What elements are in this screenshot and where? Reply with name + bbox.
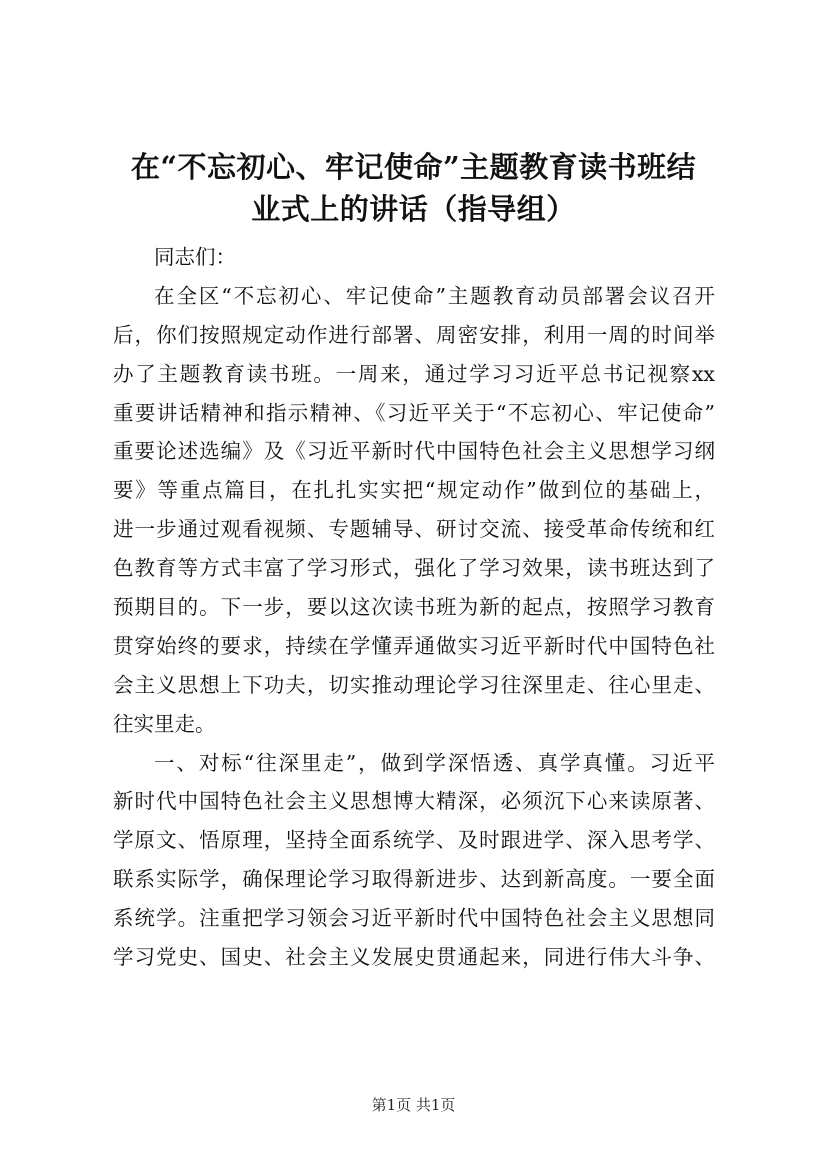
document-body [113,238,715,977]
paragraph-line: 新时代中国特色社会主义思想博大精深，必须沉下心来读原著、 [113,789,715,814]
paragraph-line: 联系实际学，确保理论学习取得新进步、达到新高度。一要全面 [113,867,715,892]
paragraph-line: 色教育等方式丰富了学习形式，强化了学习效果，读书班达到了 [113,556,715,581]
paragraph-line: 贯穿始终的要求，持续在学懂弄通做实习近平新时代中国特色社 [113,633,715,658]
paragraph-line: 后，你们按照规定动作进行部署、周密安排，利用一周的时间举 [113,322,715,347]
paragraph-line: 往实里走。 [113,711,216,736]
paragraph-1 [113,277,715,744]
paragraph-line: 学原文、悟原理，坚持全面系统学、及时跟进学、深入思考学、 [113,828,715,853]
paragraph-line: 预期目的。下一步，要以这次读书班为新的起点，按照学习教育 [113,595,715,620]
title-line-1: 在“不忘初心、牢记使命”主题教育读书班结 [130,150,697,184]
paragraph-2 [113,744,715,977]
paragraph-line: 进一步通过观看视频、专题辅导、研讨交流、接受革命传统和红 [113,517,715,542]
paragraph-line: 要》等重点篇目，在扎扎实实把“规定动作”做到位的基础上， [113,478,715,503]
document-title [90,146,737,230]
title-line-2: 业式上的讲话（指导组） [251,192,576,226]
page-indicator: 第1页 共1页 [371,1096,456,1114]
salutation: 同志们： [154,245,236,269]
page-footer [0,1095,827,1115]
paragraph-line: 办了主题教育读书班。一周来，通过学习习近平总书记视察xx [113,361,715,386]
paragraph-line: 学习党史、国史、社会主义发展史贯通起来，同进行伟大斗争、 [113,945,715,970]
paragraph-line: 系统学。注重把学习领会习近平新时代中国特色社会主义思想同 [113,906,715,931]
paragraph-line: 一、对标“往深里走”，做到学深悟透、真学真懂。习近平 [154,750,715,775]
paragraph-line: 重要讲话精神和指示精神、《习近平关于“不忘初心、牢记使命” [113,400,715,425]
paragraph-line: 重要论述选编》及《习近平新时代中国特色社会主义思想学习纲 [113,439,715,464]
paragraph-line: 在全区“不忘初心、牢记使命”主题教育动员部署会议召开 [154,283,715,308]
paragraph-line: 会主义思想上下功夫，切实推动理论学习往深里走、往心里走、 [113,672,715,697]
